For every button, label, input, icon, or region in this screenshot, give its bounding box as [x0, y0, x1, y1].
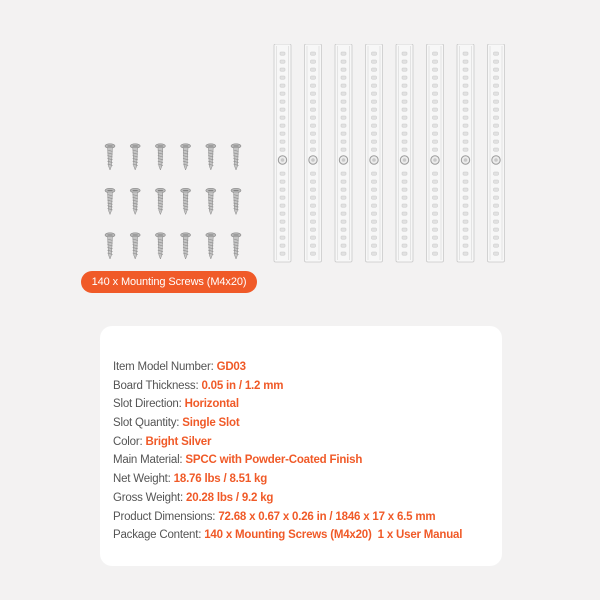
spec-row-color — [113, 433, 462, 452]
spec-value: 72.68 x 0.67 x 0.26 in / 1846 x 17 x 6.5 mm — [218, 510, 436, 523]
screw-icon — [231, 144, 241, 170]
shelf-rail — [396, 44, 413, 262]
screw-icon — [155, 188, 165, 214]
spec-value: 140 x Mounting Screws (M4x20) — [204, 529, 372, 542]
screw-icon — [155, 233, 165, 259]
screw-icon — [206, 144, 216, 170]
screw-icon — [181, 233, 191, 259]
spec-row-thickness — [113, 377, 462, 396]
spec-label: Gross Weight: — [113, 491, 184, 504]
spec-row-package — [113, 526, 462, 545]
spec-label: Color: — [113, 435, 143, 448]
spec-row-slot-quantity — [113, 414, 462, 433]
shelf-rail — [274, 44, 291, 262]
spec-label: Slot Direction: — [113, 398, 182, 411]
screw-icon — [206, 233, 216, 259]
spec-label: Board Thickness: — [113, 379, 199, 392]
spec-row-material — [113, 451, 462, 470]
screw-icon — [105, 233, 115, 259]
shelf-rail — [457, 44, 474, 262]
shelf-rail — [305, 44, 322, 262]
screw-icon — [181, 188, 191, 214]
screw-icon — [130, 233, 140, 259]
shelf-rail — [335, 44, 352, 262]
spec-row-model — [113, 358, 462, 377]
screw-icon — [206, 188, 216, 214]
spec-row-slot-direction — [113, 395, 462, 414]
screw-icon — [130, 144, 140, 170]
shelf-rail — [488, 44, 505, 262]
spec-label: Slot Quantity: — [113, 417, 180, 430]
spec-label: Net Weight: — [113, 473, 171, 486]
spec-value: Bright Silver — [145, 435, 212, 448]
spec-label: Package Content: — [113, 529, 202, 542]
screw-icon — [181, 144, 191, 170]
spec-row-gross-weight — [113, 489, 462, 508]
screws-count-badge: 140 x Mounting Screws (M4x20) — [81, 271, 257, 293]
spec-extra-value: 1 x User Manual — [377, 529, 463, 542]
spec-value: 0.05 in / 1.2 mm — [201, 379, 284, 392]
spec-value: GD03 — [216, 361, 246, 373]
screw-icon — [130, 188, 140, 214]
spec-value: Horizontal — [184, 398, 239, 411]
specifications-list — [113, 358, 462, 545]
spec-label: Product Dimensions: — [113, 510, 216, 523]
screw-icon — [105, 144, 115, 170]
spec-row-dimensions — [113, 508, 462, 527]
screw-icon — [231, 233, 241, 259]
shelf-rail — [366, 44, 383, 262]
mounting-screws-illustration — [100, 138, 250, 268]
specifications-card — [100, 326, 502, 566]
spec-label: Main Material: — [113, 454, 183, 467]
screw-icon — [155, 144, 165, 170]
spec-value: SPCC with Powder-Coated Finish — [185, 454, 363, 467]
shelf-rails-illustration — [268, 44, 508, 264]
screw-icon — [105, 188, 115, 214]
shelf-rail — [427, 44, 444, 262]
screw-icon — [231, 188, 241, 214]
spec-value: Single Slot — [182, 417, 240, 430]
spec-label: Item Model Number: — [113, 361, 214, 373]
spec-value: 20.28 lbs / 9.2 kg — [186, 491, 274, 504]
spec-value: 18.76 lbs / 8.51 kg — [173, 473, 268, 486]
spec-row-net-weight — [113, 470, 462, 489]
